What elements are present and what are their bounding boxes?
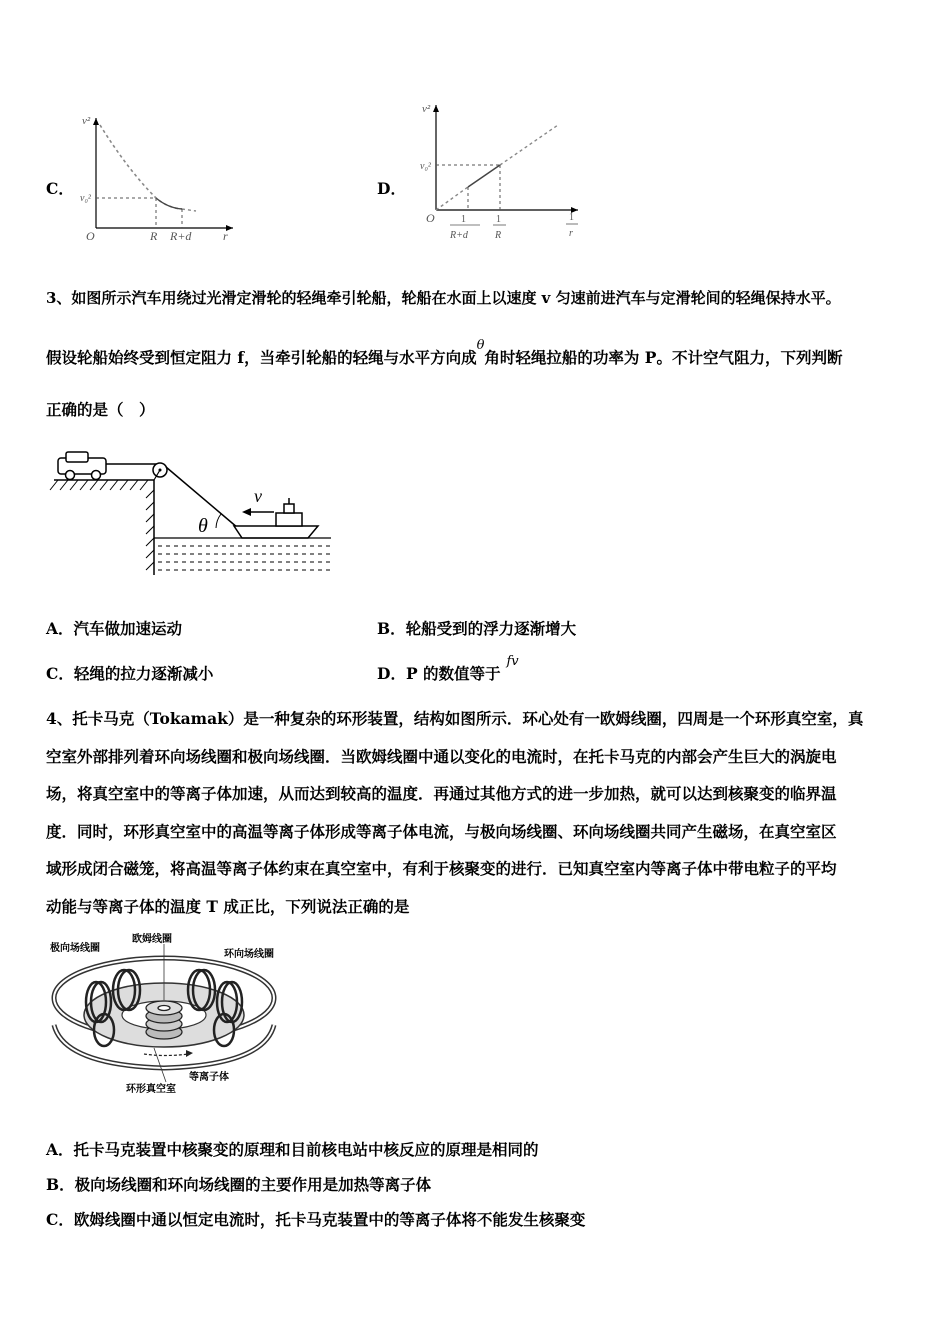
label-poloidal: 极向场线圈 [50, 943, 100, 954]
q3-figure-car-pulley-boat [46, 440, 346, 590]
graph-c-y-label: v² [82, 115, 91, 127]
graph-c-origin: O [86, 229, 95, 243]
q4-line-1: 4、托卡马克（Tokamak）是一种复杂的环形装置，结构如图所示．环心处有一欧姆线圈，四周是一个环形真空室，真 [46, 709, 864, 728]
graph-d-v0-label: v₀² [420, 161, 431, 172]
q3-line1: 3、如图所示汽车用绕过光滑定滑轮的轻绳牵引轮船，轮船在水面上以速度 v 匀速前进汽车与定滑轮间的轻绳保持水平。 [46, 289, 841, 307]
q3-theta: θ [476, 338, 485, 353]
label-toroidal: 环向场线圈 [224, 949, 274, 960]
graph-c-solid-segment [156, 198, 182, 209]
q3-figure-theta: θ [198, 515, 208, 537]
graph-d-y-label: v² [422, 103, 431, 115]
q3-option-a[interactable]: A．汽车做加速运动 [46, 619, 183, 638]
graph-d-tick1-num: 1 [461, 214, 466, 225]
label-plasma: 等离子体 [189, 1072, 229, 1083]
graph-c-tick-r: R [150, 229, 158, 243]
graph-d-tick2-num: 1 [496, 214, 501, 225]
q4-line-4: 度．同时，环形真空室中的高温等离子体形成等离子体电流，与极向场线圈、环向场线圈共同产生磁场，在真空室区 [46, 821, 837, 841]
label-ohmic: 欧姆线圈 [132, 934, 172, 945]
q4-line-2: 空室外部排列着环向场线圈和极向场线圈．当欧姆线圈中通以变化的电流时，在托卡马克的内部会产生巨大的涡旋电 [46, 746, 837, 766]
q4-option-c[interactable]: C．欧姆线圈中通以恒定电流时，托卡马克装置中的等离子体将不能发生核聚变 [46, 1210, 586, 1229]
q4-option-b[interactable]: B．极向场线圈和环向场线圈的主要作用是加热等离子体 [46, 1175, 432, 1194]
q3-line3: 正确的是（ ） [46, 400, 155, 419]
graph-c-curve [100, 125, 182, 209]
ohmic-coil [146, 1001, 182, 1039]
graph-d-origin: O [426, 211, 435, 225]
q3-figure-v: v [254, 486, 262, 506]
q3-option-d-prefix: D．P 的数值等于 [377, 664, 501, 683]
graph-c [78, 110, 248, 245]
option-d-label: D． [377, 179, 406, 198]
q4-stem [46, 700, 906, 925]
q3-option-d-expr: fv [506, 654, 519, 669]
q3-line2-a: 假设轮船始终受到恒定阻力 f，当牵引轮船的轻绳与水平方向成 [46, 348, 477, 367]
q4-line-6: 动能与等离子体的温度 T 成正比，下列说法正确的是 [46, 896, 410, 916]
q4-line-5: 域形成闭合磁笼，将高温等离子体约束在真空室中，有利于核聚变的进行．已知真空室内等离子体中带电粒子的平均 [46, 859, 837, 878]
graph-d-solid-segment [468, 165, 500, 187]
label-vacuum: 环形真空室 [126, 1084, 176, 1095]
q4-figure-tokamak [44, 930, 284, 1100]
graph-d-tick1-den: R+d [450, 230, 468, 241]
graph-c-tick-rd: R+d [170, 229, 192, 243]
car-icon [58, 452, 106, 480]
graph-d-axis-den: r [569, 228, 573, 239]
option-c-label: C． [46, 179, 74, 198]
graph-c-v0-label: v₀² [80, 193, 91, 204]
q3-option-d[interactable] [377, 654, 519, 684]
graph-d [418, 100, 588, 245]
q3-line2-b: 角时轻绳拉船的功率为 P。不计空气阻力，下列判断 [484, 348, 843, 367]
q3-option-b[interactable]: B．轮船受到的浮力逐渐增大 [377, 619, 577, 638]
q4-option-a[interactable]: A．托卡马克装置中核聚变的原理和目前核电站中核反应的原理是相同的 [46, 1140, 539, 1159]
q3-option-c[interactable]: C．轻绳的拉力逐渐减小 [46, 664, 214, 683]
boat-icon [234, 498, 318, 538]
graph-d-tick2-den: R [495, 230, 502, 241]
graph-c-x-label: r [223, 229, 228, 243]
graph-d-axis-num: 1 [569, 212, 574, 223]
graph-d-line [500, 125, 558, 165]
q3-line2 [46, 338, 843, 370]
q4-line-3: 场，将真空室中的等离子体加速，从而达到较高的温度．再通过其他方式的进一步加热，就可以达到核聚变的临界温 [46, 784, 837, 803]
